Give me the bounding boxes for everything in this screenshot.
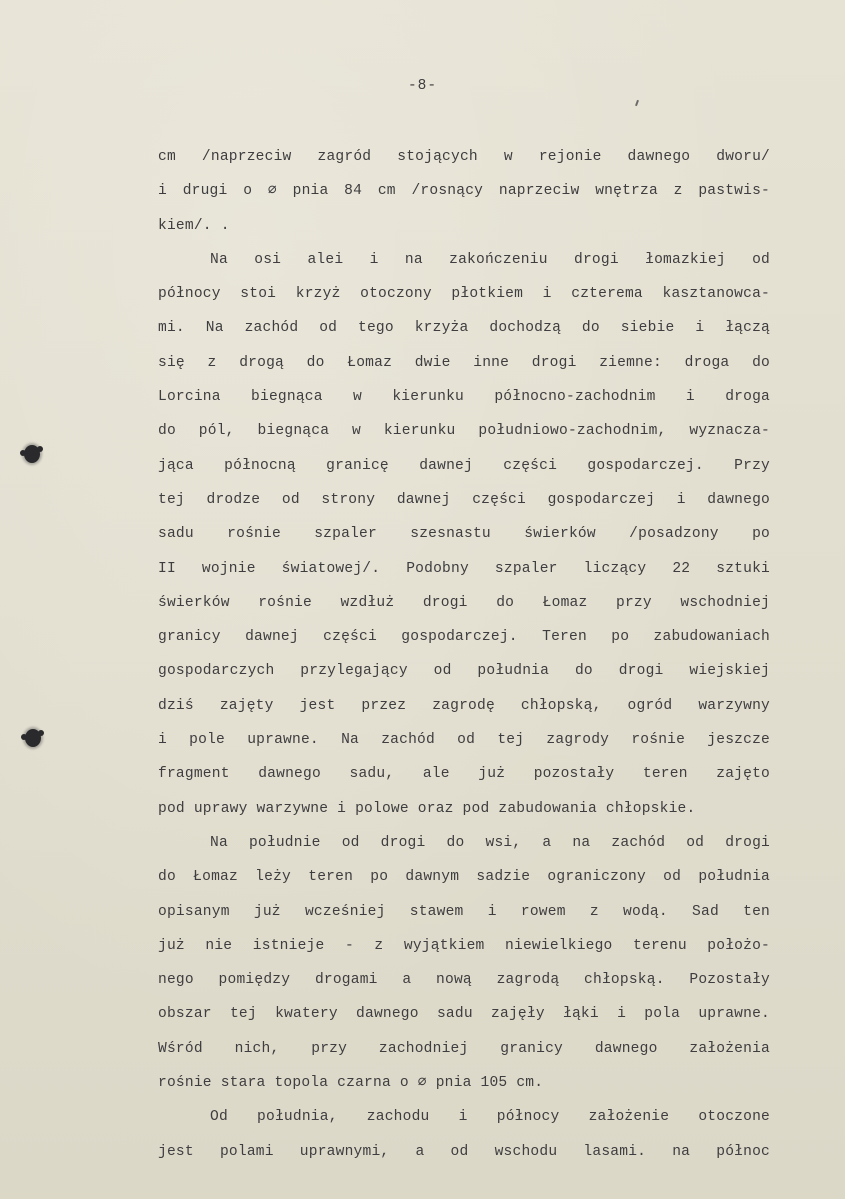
- text-line: cm /naprzeciw zagród stojących w rejonie dawnego dworu/: [158, 149, 770, 165]
- text-line: mi. Na zachód od tego krzyża dochodzą do siebie i łączą: [158, 320, 770, 337]
- text-line: gospodarczych przylegający od południa do drogi wiejskiej: [158, 663, 770, 680]
- text-line: północy stoi krzyż otoczony płotkiem i czterema kasztanowca-: [158, 286, 770, 303]
- text-line: nego pomiędzy drogami a nową zagrodą chłopską. Pozostały: [158, 972, 770, 989]
- text-line: fragment dawnego sadu, ale już pozostały teren zajęto: [158, 766, 770, 783]
- ink-speck: [635, 100, 639, 106]
- text-line: obszar tej kwatery dawnego sadu zajęły łąki i pola uprawne.: [158, 1006, 770, 1023]
- text-line: granicy dawnej części gospodarczej. Teren po zabudowaniach: [158, 629, 770, 646]
- text-line: Od południa, zachodu i północy założenie otoczone: [210, 1109, 770, 1126]
- text-line: dziś zajęty jest przez zagrodę chłopską, ogród warzywny: [158, 697, 770, 714]
- text-line: kiem/. .: [158, 217, 230, 234]
- text-line: do pól, biegnąca w kierunku południowo-zachodnim, wyznacza-: [158, 423, 770, 440]
- punch-hole-bottom: [25, 729, 41, 747]
- punch-hole-top: [24, 445, 40, 463]
- text-line: i pole uprawne. Na zachód od tej zagrody rośnie jeszcze: [158, 732, 770, 749]
- page-number: -8-: [407, 78, 438, 94]
- text-line: Wśród nich, przy zachodniej granicy dawnego założenia: [158, 1040, 770, 1057]
- text-line: tej drodze od strony dawnej części gospodarczej i dawnego: [158, 491, 770, 508]
- body-text: [158, 145, 770, 1174]
- text-line: sadu rośnie szpaler szesnastu świerków /posadzony po: [158, 526, 770, 543]
- text-line: i drugi o ∅ pnia 84 cm /rosnący naprzeciw wnętrza z pastwis-: [158, 183, 770, 200]
- text-line: świerków rośnie wzdłuż drogi do Łomaz przy wschodniej: [158, 594, 770, 611]
- text-line: jest polami uprawnymi, a od wschodu lasami. na północ: [158, 1143, 770, 1160]
- text-line: Lorcina biegnąca w kierunku północno-zachodnim i droga: [158, 389, 770, 406]
- text-line: jąca północną granicę dawnej części gospodarczej. Przy: [158, 457, 770, 474]
- text-line: II wojnie światowej/. Podobny szpaler liczący 22 sztuki: [158, 560, 770, 577]
- text-line: opisanym już wcześniej stawem i rowem z wodą. Sad ten: [158, 903, 770, 920]
- text-line: do Łomaz leży teren po dawnym sadzie ograniczony od południa: [158, 869, 770, 886]
- text-line: już nie istnieje - z wyjątkiem niewielkiego terenu położo-: [158, 937, 770, 954]
- text-line: Na osi alei i na zakończeniu drogi łomazkiej od: [210, 251, 770, 268]
- text-line: rośnie stara topola czarna o ∅ pnia 105 cm.: [158, 1075, 544, 1092]
- text-line: pod uprawy warzywne i polowe oraz pod zabudowania chłopskie.: [158, 800, 696, 817]
- text-line: Na południe od drogi do wsi, a na zachód od drogi: [210, 834, 770, 851]
- text-line: się z drogą do Łomaz dwie inne drogi ziemne: droga do: [158, 354, 770, 371]
